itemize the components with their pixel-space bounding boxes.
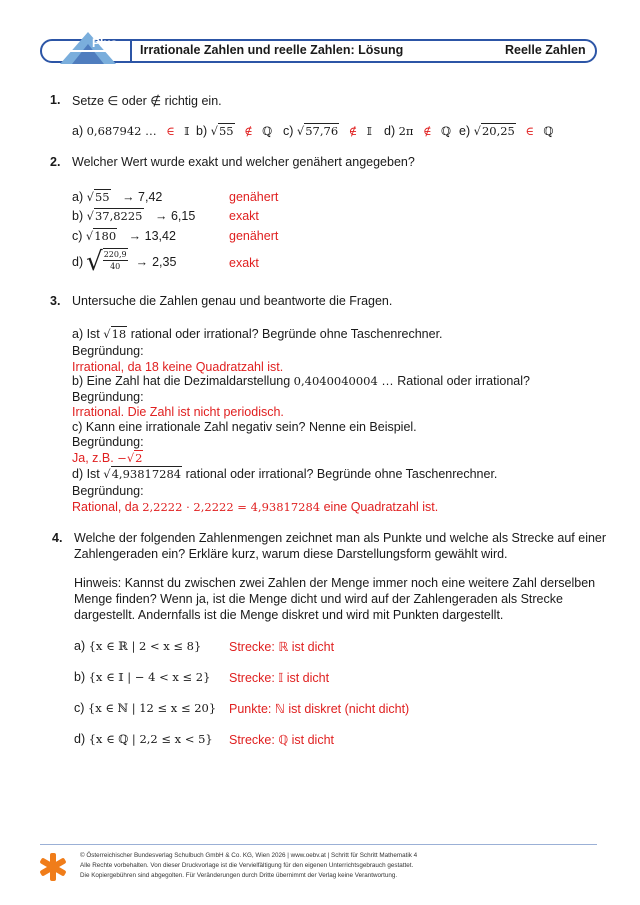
q2-row-b: b) √37,8225 → 6,15: [72, 209, 196, 223]
q1-number: 1.: [50, 93, 61, 107]
q3-c-answer: Ja, z.B. −√2: [72, 451, 143, 465]
q4-answer-b: Strecke: 𝕀 ist dicht: [229, 671, 330, 685]
footer-divider: [40, 844, 597, 845]
footer-line3: Die Kopiergebühren sind abgegolten. Für Veränderungen durch Dritte übernimmt der Verlag keine Verantwortung.: [80, 872, 398, 879]
q2-row-c: c) √180 → 13,42: [72, 229, 176, 243]
q3-d-begruendung: Begründung:: [72, 484, 144, 498]
arrow-icon: →: [154, 209, 168, 223]
sqrt-symbol: √55: [210, 124, 234, 138]
q4-answer-a: Strecke: ℝ ist dicht: [229, 640, 335, 654]
q4-hint-line3: dargestellt. Andernfalls ist die Menge diskret und wird mit Punkten dargestellt.: [74, 608, 504, 622]
q1-item-c: c) √57,76 ∉ 𝕀: [283, 124, 373, 138]
q1-item-d: d) 2π ∉ ℚ: [384, 124, 451, 138]
sqrt-symbol: √57,76: [296, 124, 339, 138]
q2-row-a: a) √55 → 7,42: [72, 190, 163, 204]
q3-d-question: d) Ist √4,93817284 rational oder irrational? Begründe ohne Taschenrechner.: [72, 467, 498, 481]
publisher-logo-icon: [40, 852, 66, 882]
q4-answer-d: Strecke: ℚ ist dicht: [229, 733, 335, 747]
q1-item-e: e) √20,25 ∈ ℚ: [459, 124, 554, 138]
q2-text: Welcher Wert wurde exakt und welcher genähert angegeben?: [72, 155, 415, 169]
sqrt-symbol: √: [86, 247, 103, 277]
q4-hint-line1: Hinweis: Kannst du zwischen zwei Zahlen der Menge immer noch eine weitere Zahl derselben: [74, 576, 596, 590]
q2-answer-d: exakt: [229, 256, 259, 270]
q1-e-answer: ∈: [525, 124, 534, 138]
q4-row-c: c) {x ∈ ℕ | 12 ≤ x ≤ 20}: [74, 701, 217, 715]
q2-number: 2.: [50, 155, 61, 169]
q4-number: 4.: [52, 531, 63, 545]
logo-triangle-icon: [52, 28, 130, 66]
q2-answer-b: exakt: [229, 209, 259, 223]
q4-row-d: d) {x ∈ ℚ | 2,2 ≤ x < 5}: [74, 732, 213, 746]
q4-answer-c: Punkte: ℕ ist diskret (nicht dicht): [229, 702, 410, 716]
q3-a-question: a) Ist √18 rational oder irrational? Begründe ohne Taschenrechner.: [72, 327, 443, 341]
footer-line2: Alle Rechte vorbehalten. Von dieser Druckvorlage ist die Vervielfältigung für den eigenen Unterrichtsgebrauch gestattet.: [80, 862, 414, 869]
q3-b-answer: Irrational. Die Zahl ist nicht periodisch.: [72, 405, 284, 419]
q2-answer-c: genähert: [229, 229, 279, 243]
page-title: Irrationale Zahlen und reelle Zahlen: Lösung: [140, 43, 404, 57]
q3-d-answer: Rational, da 2,2222 · 2,2222 = 4,93817284 eine Quadratzahl ist.: [72, 500, 439, 514]
q1-c-answer: ∉: [348, 124, 358, 138]
q2-row-d: d) √ 220,9 40 → 2,35: [72, 247, 177, 277]
header-divider: [130, 39, 132, 63]
arrow-icon: →: [122, 190, 135, 204]
q1-d-answer: ∉: [422, 124, 432, 138]
arrow-icon: →: [135, 255, 149, 269]
q1-a-answer: ∈: [166, 124, 175, 138]
q3-b-begruendung: Begründung:: [72, 390, 144, 404]
q3-c-question: c) Kann eine irrationale Zahl negativ sein? Nenne ein Beispiel.: [72, 420, 417, 434]
q1-item-b: b) √55 ∉ ℚ: [196, 124, 273, 138]
q1-b-answer: ∉: [244, 124, 253, 138]
q3-b-question: b) Eine Zahl hat die Dezimaldarstellung 0,4040040004 … Rational oder irrational?: [72, 374, 530, 388]
q4-hint-line2: Menge finden? Wenn ja, ist die Menge dicht und wird auf der Zahlengeraden als Strecke: [74, 592, 563, 606]
q4-text-line1: Welche der folgenden Zahlenmengen zeichnet man als Punkte und welche als Strecke auf einer: [74, 531, 607, 545]
q3-a-answer: Irrational, da 18 keine Quadratzahl ist.: [72, 360, 284, 374]
q3-number: 3.: [50, 294, 61, 308]
section-title: Reelle Zahlen: [505, 43, 586, 57]
q2-answer-a: genähert: [229, 190, 279, 204]
q4-row-a: a) {x ∈ ℝ | 2 < x ≤ 8}: [74, 639, 202, 653]
footer-line1: © Österreichischer Bundesverlag Schulbuch GmbH & Co. KG, Wien 2026 | www.oebv.at | Schritt für Schritt Mathematik 4: [80, 852, 418, 859]
q3-text: Untersuche die Zahlen genau und beantworte die Fragen.: [72, 294, 393, 308]
q1-text: Setze ∈ oder ∉ richtig ein.: [72, 94, 222, 108]
q1-item-a: a) 0,687942 … ∈ 𝕀: [72, 124, 190, 138]
arrow-icon: →: [128, 229, 142, 243]
q4-text-line2: Zahlengeraden ein? Erkläre kurz, warum diese Darstellungsform gewählt wird.: [74, 547, 508, 561]
logo-text: Plus: [92, 36, 118, 50]
q4-row-b: b) {x ∈ 𝕀 | − 4 < x ≤ 2}: [74, 670, 211, 684]
sqrt-symbol: √20,25: [473, 124, 515, 138]
q3-a-begruendung: Begründung:: [72, 344, 144, 358]
q3-c-begruendung: Begründung:: [72, 435, 144, 449]
